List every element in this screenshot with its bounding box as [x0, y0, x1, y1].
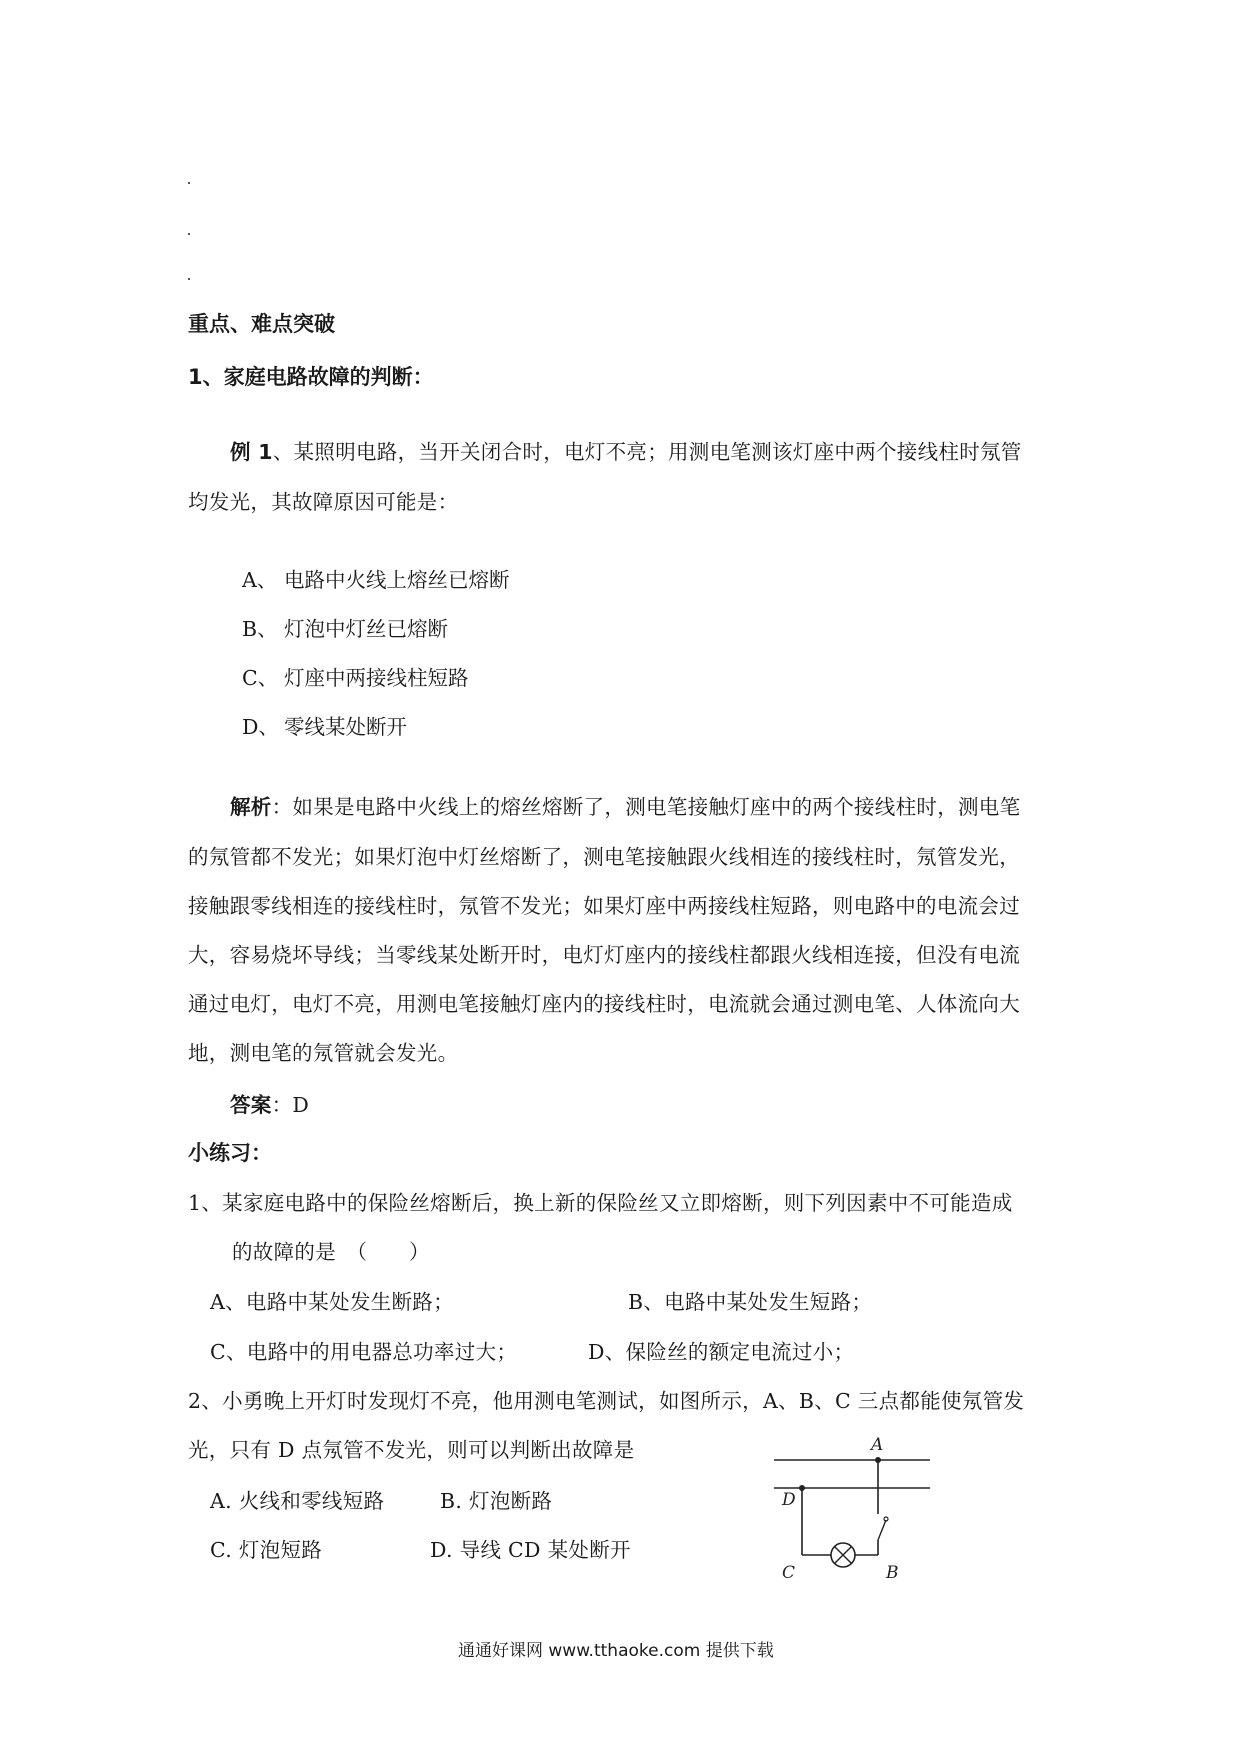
question-1-option-c: C、电路中的用电器总功率过大；	[210, 1340, 518, 1364]
option-text: 灯泡中灯丝已熔断	[284, 617, 448, 641]
option-text: 电路中火线上熔丝已熔断	[284, 568, 510, 592]
answer-value: ：D	[271, 1093, 310, 1117]
analysis-line-6: 地，测电笔的氖管就会发光。	[188, 1041, 459, 1065]
question-2-option-d: D. 导线 CD 某处断开	[430, 1538, 631, 1562]
option-b	[242, 612, 448, 642]
option-letter: D、	[242, 715, 279, 739]
analysis-line-2: 的氖管都不发光；如果灯泡中灯丝熔断了，测电笔接触跟火线相连的接线柱时，氖管发光，	[188, 845, 1020, 869]
option-letter: C、	[242, 666, 279, 690]
example-text-1: 、某照明电路，当开关闭合时，电灯不亮；用测电笔测该灯座中两个接线柱时氖管	[272, 440, 1022, 464]
scan-dot	[188, 278, 190, 280]
section-title: 重点、难点突破	[188, 312, 335, 336]
answer	[230, 1088, 309, 1118]
analysis-line-3: 接触跟零线相连的接线柱时，氖管不发光；如果灯座中两接线柱短路，则电路中的电流会过	[188, 894, 1020, 918]
switch-icon	[878, 1520, 886, 1540]
option-letter: A、	[242, 568, 278, 592]
question-2-line-2: 光，只有 D 点氖管不发光，则可以判断出故障是	[188, 1438, 635, 1462]
example-label: 例 1	[230, 440, 273, 464]
option-text: 灯座中两接线柱短路	[284, 666, 469, 690]
analysis-line-4: 大，容易烧坏导线；当零线某处断开时，电灯灯座内的接线柱都跟火线相连接，但没有电流	[188, 943, 1020, 967]
topic-title: 1、家庭电路故障的判断：	[188, 365, 434, 389]
question-2-line-1: 2、小勇晚上开灯时发现灯不亮，他用测电笔测试，如图所示，A、B、C 三点都能使氖管发	[188, 1389, 1025, 1413]
question-2-option-a: A. 火线和零线短路	[210, 1489, 385, 1513]
label-a: A	[871, 1435, 884, 1455]
scan-dot	[188, 233, 190, 235]
question-1-line-2: 的故障的是 （ ）	[232, 1240, 430, 1264]
question-2-option-c: C. 灯泡短路	[210, 1538, 323, 1562]
circuit-diagram	[760, 1430, 940, 1590]
analysis-line-1	[230, 790, 1020, 820]
question-1-option-a: A、电路中某处发生断路；	[210, 1290, 454, 1314]
question-1-option-d: D、保险丝的额定电流过小；	[588, 1340, 855, 1364]
label-b: B	[886, 1563, 899, 1583]
option-c	[242, 661, 469, 691]
example-line-1	[230, 435, 1022, 465]
example-line-2: 均发光，其故障原因可能是：	[188, 490, 459, 514]
option-d	[242, 710, 407, 740]
option-a	[242, 563, 510, 593]
scan-dot	[188, 182, 190, 184]
question-1-line-1: 1、某家庭电路中的保险丝熔断后，换上新的保险丝又立即熔断，则下列因素中不可能造成	[188, 1191, 1013, 1215]
question-2-option-b: B. 灯泡断路	[440, 1489, 553, 1513]
analysis-line-5: 通过电灯，电灯不亮，用测电笔接触灯座内的接线柱时，电流就会通过测电笔、人体流向大	[188, 992, 1020, 1016]
option-letter: B、	[242, 617, 278, 641]
option-text: 零线某处断开	[284, 715, 407, 739]
practice-title: 小练习：	[188, 1141, 272, 1165]
footer: 通通好课网 www.tthaoke.com 提供下载	[458, 1641, 774, 1661]
answer-label: 答案	[230, 1093, 272, 1117]
analysis-text-1: ：如果是电路中火线上的熔丝熔断了，测电笔接触灯座中的两个接线柱时，测电笔	[271, 795, 1021, 819]
question-1-option-b: B、电路中某处发生短路；	[628, 1290, 873, 1314]
analysis-label: 解析	[230, 795, 272, 819]
switch-contact	[884, 1517, 888, 1521]
label-c: C	[782, 1563, 796, 1583]
label-d: D	[782, 1490, 796, 1510]
